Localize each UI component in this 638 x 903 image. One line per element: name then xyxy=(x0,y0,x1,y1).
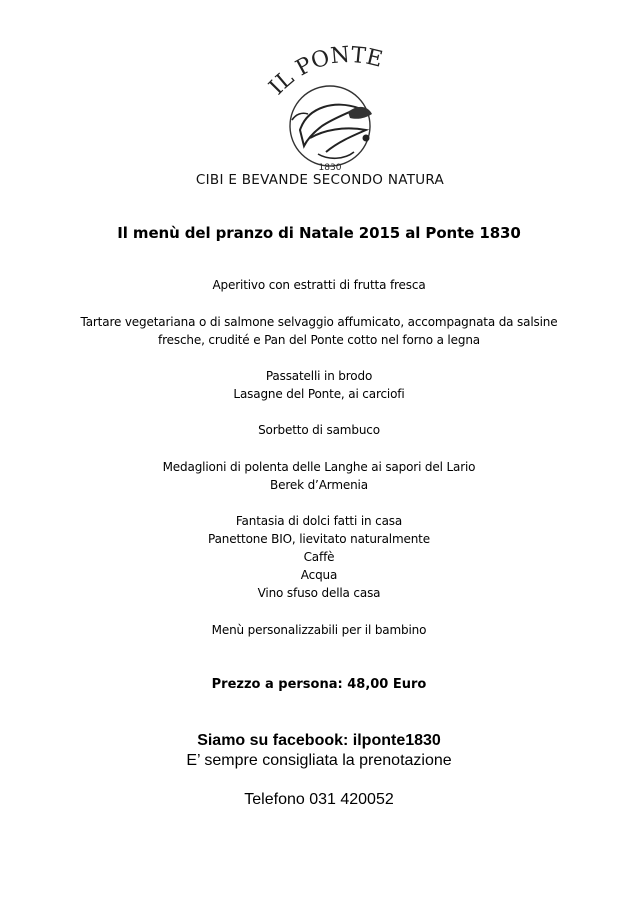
menu-item-aperitivo: Aperitivo con estratti di frutta fresca xyxy=(212,278,426,292)
menu-item-caffe: Caffè xyxy=(303,550,335,564)
phone-number: Telefono 031 420052 xyxy=(244,791,394,808)
menu-item-sorbetto: Sorbetto di sambuco xyxy=(258,423,380,437)
price-label: Prezzo a persona: 48,00 Euro xyxy=(211,677,427,692)
menu-item-acqua: Acqua xyxy=(300,568,338,582)
menu-item-secondo1: Medaglioni di polenta delle Langhe ai sapori del Lario xyxy=(162,460,476,474)
facebook-text: Siamo su facebook: ilponte1830 xyxy=(197,732,441,749)
menu-item-bambino: Menù personalizzabili per il bambino xyxy=(211,623,427,637)
menu-item-secondo2: Berek d’Armenia xyxy=(270,478,368,492)
logo-tagline: CIBI E BEVANDE SECONDO NATURA xyxy=(195,172,445,188)
il-ponte-logo xyxy=(248,34,418,184)
menu-item-dolce1: Fantasia di dolci fatti in casa xyxy=(235,514,403,528)
booking-note: E’ sempre consigliata la prenotazione xyxy=(186,752,452,769)
logo-year: 1830 xyxy=(318,163,342,173)
menu-item-dolce2: Panettone BIO, lievitato naturalmente xyxy=(208,532,430,546)
menu-item-primo2: Lasagne del Ponte, ai carciofi xyxy=(233,387,405,401)
menu-title: Il menù del pranzo di Natale 2015 al Ponte 1830 xyxy=(117,224,521,242)
menu-item-antipasto-line1: Tartare vegetariana o di salmone selvaggio affumicato, accompagnata da salsine xyxy=(80,315,558,329)
menu-item-antipasto-line2: fresche, crudité e Pan del Ponte cotto nel forno a legna xyxy=(158,333,480,347)
logo-brand-text: IL PONTE xyxy=(264,42,386,101)
menu-item-primo1: Passatelli in brodo xyxy=(265,369,373,383)
menu-item-vino: Vino sfuso della casa xyxy=(257,586,381,600)
